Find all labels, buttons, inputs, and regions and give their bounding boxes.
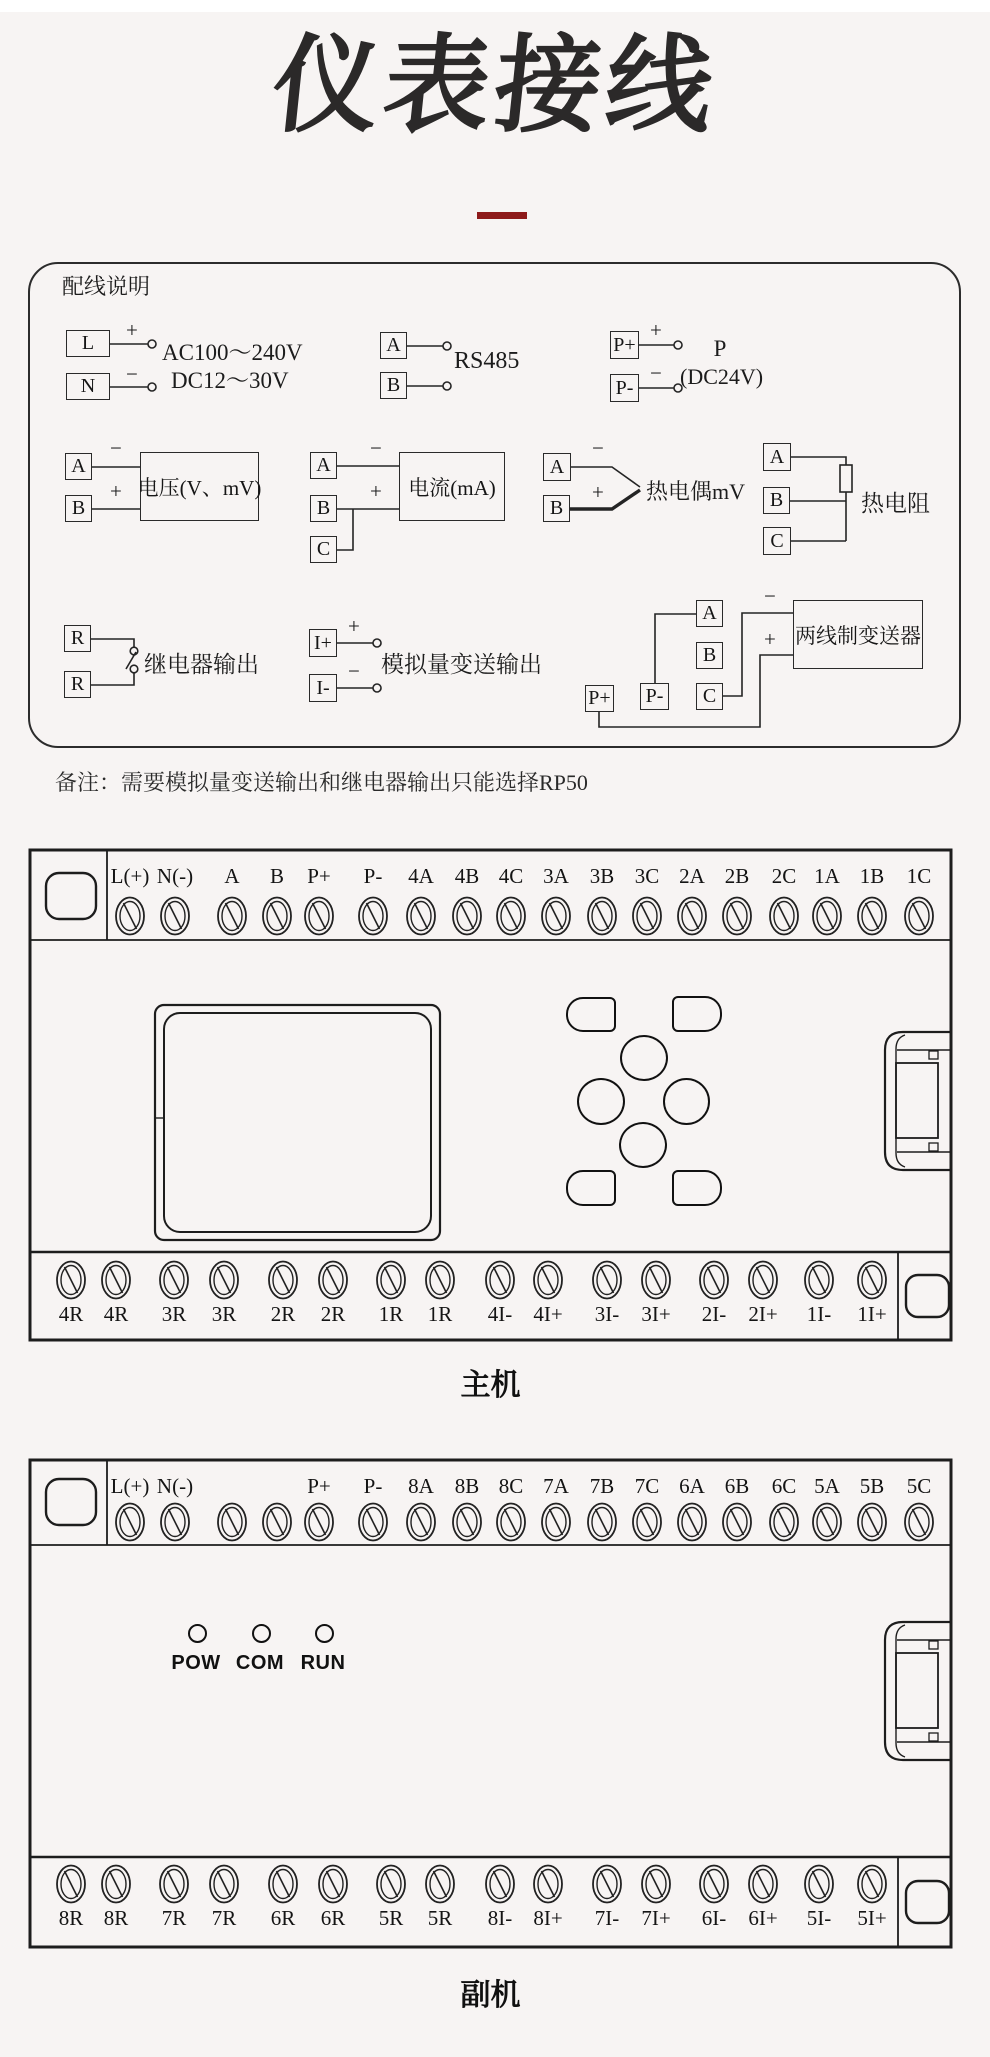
screw-icon — [102, 1262, 130, 1299]
screw-icon — [770, 1504, 798, 1541]
plus-sign: + — [592, 480, 604, 504]
plus-sign: + — [348, 614, 360, 638]
lcd-screen-bezel — [155, 1005, 440, 1240]
current-input-box: 电流(mA) — [399, 452, 505, 521]
terminal-label-sub-bottom: 7I- — [594, 1906, 620, 1930]
screw-icon — [359, 898, 387, 935]
run-indicator-led — [315, 1624, 334, 1643]
terminal-label-main-top: N(-) — [156, 864, 194, 888]
voltage-input-box: 电压(V、mV) — [140, 452, 259, 521]
screw-icon — [858, 1504, 886, 1541]
screw-icon — [160, 1262, 188, 1299]
terminal-label-sub-bottom: 8I+ — [533, 1906, 563, 1930]
wiring-box-heading: 配线说明 — [62, 274, 151, 299]
screw-icon — [678, 1504, 706, 1541]
terminal-label-sub-bottom: 5I- — [806, 1906, 832, 1930]
terminal-label-sub-bottom: 5I+ — [857, 1906, 887, 1930]
minus-sign: − — [348, 659, 360, 683]
terminal-box-rtd-A: A — [763, 443, 791, 471]
plus-sign: + — [110, 479, 122, 503]
screw-icon — [210, 1866, 238, 1903]
terminal-box-rtd-B: B — [763, 487, 790, 514]
terminal-label-main-bottom: 2I- — [701, 1302, 727, 1326]
terminal-label-main-bottom: 2R — [320, 1302, 346, 1326]
terminal-label-sub-top: P+ — [307, 1474, 331, 1498]
terminal-box-rs485-B: B — [380, 372, 407, 399]
terminal-label-sub-bottom: 8I- — [487, 1906, 513, 1930]
screw-icon — [813, 898, 841, 935]
terminal-label-main-bottom: 4I+ — [533, 1302, 563, 1326]
terminal-label-sub-bottom: 5R — [427, 1906, 453, 1930]
screw-icon — [210, 1262, 238, 1299]
screw-icon — [542, 898, 570, 935]
screw-icon — [749, 1866, 777, 1903]
terminal-label-main-top: 2B — [724, 864, 750, 888]
terminal-label-sub-bottom: 6R — [270, 1906, 296, 1930]
minus-sign: − — [592, 436, 604, 460]
keypad-button-down — [619, 1122, 667, 1168]
terminal-label-main-top: 4C — [498, 864, 524, 888]
terminal-box-Pminus: P- — [610, 374, 639, 402]
terminal-box-tx-C: C — [696, 683, 723, 710]
screw-icon — [813, 1504, 841, 1541]
screw-icon — [161, 898, 189, 935]
terminal-label-main-top: B — [269, 864, 285, 888]
plus-sign: + — [764, 627, 776, 651]
screw-icon — [407, 1504, 435, 1541]
terminal-label-sub-bottom: 6I+ — [748, 1906, 778, 1930]
keypad-button-left — [577, 1078, 625, 1125]
page-title: 仪表接线 — [266, 27, 724, 145]
screw-icon — [497, 1504, 525, 1541]
terminal-label-sub-bottom: 6R — [320, 1906, 346, 1930]
screw-icon — [377, 1866, 405, 1903]
terminal-label-main-bottom: 3I+ — [641, 1302, 671, 1326]
terminal-box-current-B: B — [310, 495, 337, 522]
terminal-label-main-top: 1A — [814, 864, 840, 888]
screw-icon — [269, 1262, 297, 1299]
terminal-label-sub-top: 7A — [543, 1474, 569, 1498]
minus-sign: − — [764, 584, 776, 608]
screw-icon — [319, 1262, 347, 1299]
terminal-box-Pplus: P+ — [610, 331, 639, 359]
minus-sign: − — [126, 362, 138, 386]
terminal-label-sub-bottom: 6I- — [701, 1906, 727, 1930]
screw-icon — [678, 898, 706, 935]
terminal-label-main-top: 2A — [679, 864, 705, 888]
terminal-label-sub-top: 7C — [634, 1474, 660, 1498]
screw-icon — [642, 1262, 670, 1299]
terminal-label-sub-top: 6A — [679, 1474, 705, 1498]
terminal-label-main-bottom: 4R — [103, 1302, 129, 1326]
terminal-box-tx-B: B — [696, 642, 723, 669]
terminal-label-main-bottom: 4I- — [487, 1302, 513, 1326]
screw-icon — [593, 1866, 621, 1903]
screw-icon — [805, 1866, 833, 1903]
terminal-label-sub-bottom: 7I+ — [641, 1906, 671, 1930]
terminal-label-main-top: 1C — [906, 864, 932, 888]
terminal-box-tx-Pplus: P+ — [585, 685, 614, 712]
screw-icon — [588, 898, 616, 935]
terminal-label-main-bottom: 3I- — [594, 1302, 620, 1326]
terminal-label-main-bottom: 1R — [378, 1302, 404, 1326]
terminal-box-rtd-C: C — [763, 527, 791, 555]
terminal-label-sub-bottom: 8R — [103, 1906, 129, 1930]
terminal-label-sub-top: 8B — [454, 1474, 480, 1498]
screw-icon — [858, 1262, 886, 1299]
terminal-box-Iminus: I- — [309, 674, 337, 702]
title-accent-dash — [477, 212, 527, 219]
com-indicator-label: COM — [235, 1652, 285, 1674]
terminal-label-main-top: 3C — [634, 864, 660, 888]
plus-sign: + — [370, 479, 382, 503]
thermocouple-label: 热电偶mV — [646, 479, 746, 504]
relay-output-label: 继电器输出 — [144, 652, 259, 677]
screw-icon — [542, 1504, 570, 1541]
keypad-button-up — [620, 1035, 668, 1081]
screw-icon — [593, 1262, 621, 1299]
screw-icon — [700, 1866, 728, 1903]
screw-icon — [426, 1262, 454, 1299]
terminal-label-main-bottom: 2I+ — [748, 1302, 778, 1326]
terminal-label-main-top: 4A — [408, 864, 434, 888]
screw-icon — [160, 1866, 188, 1903]
terminal-label-main-top: 4B — [454, 864, 480, 888]
terminal-box-Iplus: I+ — [309, 629, 337, 657]
terminal-label-sub-bottom: 7R — [211, 1906, 237, 1930]
rtd-label: 热电阻 — [861, 491, 930, 516]
terminal-label-sub-top: 5A — [814, 1474, 840, 1498]
main-unit-caption: 主机 — [460, 1369, 521, 1402]
screw-icon — [858, 898, 886, 935]
screw-icon — [161, 1504, 189, 1541]
keypad-button-bottom-left — [566, 1170, 616, 1206]
terminal-box-tx-Pminus: P- — [640, 683, 669, 710]
power-rating-line2: DC12～30V — [171, 368, 289, 393]
keypad-button-right — [663, 1078, 710, 1125]
screw-icon — [534, 1866, 562, 1903]
terminal-label-main-top: 3A — [543, 864, 569, 888]
run-indicator-label: RUN — [300, 1652, 346, 1674]
plus-sign: + — [650, 318, 662, 342]
terminal-label-main-bottom: 1R — [427, 1302, 453, 1326]
screw-icon — [263, 1504, 291, 1541]
terminal-box-voltage-A: A — [65, 453, 92, 480]
screw-icon — [426, 1866, 454, 1903]
analog-output-label: 模拟量变送输出 — [381, 652, 542, 677]
screw-icon — [486, 1866, 514, 1903]
screw-icon — [218, 898, 246, 935]
terminal-box-relay-R1: R — [64, 625, 91, 652]
screw-icon — [700, 1262, 728, 1299]
terminal-label-main-bottom: 4R — [58, 1302, 84, 1326]
screw-icon — [377, 1262, 405, 1299]
power-indicator-led — [188, 1624, 207, 1643]
screw-icon — [805, 1262, 833, 1299]
screw-icon — [905, 898, 933, 935]
screw-icon — [633, 1504, 661, 1541]
screw-icon — [116, 898, 144, 935]
screw-icon — [453, 1504, 481, 1541]
terminal-label-sub-top: 5C — [906, 1474, 932, 1498]
terminal-label-main-bottom: 1I- — [806, 1302, 832, 1326]
terminal-label-main-top: L(+) — [110, 864, 150, 888]
screw-icon — [407, 898, 435, 935]
terminal-label-sub-bottom: 5R — [378, 1906, 404, 1930]
terminal-label-sub-top: 6C — [771, 1474, 797, 1498]
terminal-label-sub-top: P- — [363, 1474, 383, 1498]
screw-icon — [497, 898, 525, 935]
terminal-box-rs485-A: A — [380, 332, 407, 359]
terminal-label-main-top: P- — [363, 864, 383, 888]
terminal-box-current-C: C — [310, 536, 337, 563]
screw-icon — [588, 1504, 616, 1541]
terminal-box-L: L — [66, 330, 110, 357]
screw-icon — [305, 1504, 333, 1541]
terminal-label-main-top: 2C — [771, 864, 797, 888]
screw-icon — [359, 1504, 387, 1541]
screw-icon — [723, 1504, 751, 1541]
screw-icon — [269, 1866, 297, 1903]
keypad-button-top-right — [672, 996, 722, 1032]
terminal-label-main-bottom: 3R — [211, 1302, 237, 1326]
power-rating-line1: AC100～240V — [162, 340, 303, 365]
sub-unit-caption: 副机 — [460, 1979, 521, 2012]
terminal-label-sub-top: 5B — [859, 1474, 885, 1498]
terminal-label-sub-top: L(+) — [110, 1474, 150, 1498]
terminal-box-current-A: A — [310, 452, 337, 479]
transmitter-box: 两线制变送器 — [793, 600, 923, 669]
power-out-voltage: (DC24V) — [680, 364, 764, 389]
power-indicator-label: POW — [171, 1652, 221, 1674]
note-text: 备注：需要模拟量变送输出和继电器输出只能选择RP50 — [55, 770, 588, 795]
rs485-label: RS485 — [454, 348, 520, 374]
terminal-label-sub-bottom: 7R — [161, 1906, 187, 1930]
plus-sign: + — [126, 318, 138, 342]
screw-icon — [319, 1866, 347, 1903]
screw-icon — [486, 1262, 514, 1299]
screw-icon — [770, 898, 798, 935]
minus-sign: − — [370, 436, 382, 460]
screw-icon — [905, 1504, 933, 1541]
power-out-label: P — [713, 336, 727, 361]
keypad-button-top-left — [566, 997, 616, 1032]
terminal-label-main-top: 1B — [859, 864, 885, 888]
screw-icon — [57, 1866, 85, 1903]
minus-sign: − — [650, 361, 662, 385]
terminal-label-main-top: A — [224, 864, 240, 888]
screw-icon — [305, 898, 333, 935]
screw-icon — [102, 1866, 130, 1903]
screw-icon — [453, 898, 481, 935]
minus-sign: − — [110, 436, 122, 460]
screw-icon — [57, 1262, 85, 1299]
terminal-label-main-bottom: 1I+ — [857, 1302, 887, 1326]
screw-icon — [749, 1262, 777, 1299]
terminal-label-sub-top: 6B — [724, 1474, 750, 1498]
screw-icon — [633, 898, 661, 935]
screw-icon — [116, 1504, 144, 1541]
terminal-label-main-top: P+ — [307, 864, 331, 888]
terminal-label-sub-top: 7B — [589, 1474, 615, 1498]
screw-icon — [263, 898, 291, 935]
terminal-label-sub-bottom: 8R — [58, 1906, 84, 1930]
screw-icon — [534, 1262, 562, 1299]
terminal-label-sub-top: N(-) — [156, 1474, 194, 1498]
terminal-box-tc-B: B — [543, 495, 570, 522]
com-indicator-led — [252, 1624, 271, 1643]
terminal-label-main-bottom: 2R — [270, 1302, 296, 1326]
terminal-box-voltage-B: B — [65, 495, 92, 522]
terminal-box-N: N — [66, 373, 110, 400]
terminal-box-tx-A: A — [696, 600, 723, 627]
terminal-label-main-top: 3B — [589, 864, 615, 888]
terminal-box-tc-A: A — [543, 453, 571, 481]
screw-icon — [858, 1866, 886, 1903]
screw-icon — [218, 1504, 246, 1541]
keypad-button-bottom-right — [672, 1170, 722, 1206]
terminal-box-relay-R2: R — [64, 671, 91, 698]
terminal-label-sub-top: 8C — [498, 1474, 524, 1498]
screw-icon — [642, 1866, 670, 1903]
terminal-label-sub-top: 8A — [408, 1474, 434, 1498]
screw-icon — [723, 898, 751, 935]
terminal-label-main-bottom: 3R — [161, 1302, 187, 1326]
